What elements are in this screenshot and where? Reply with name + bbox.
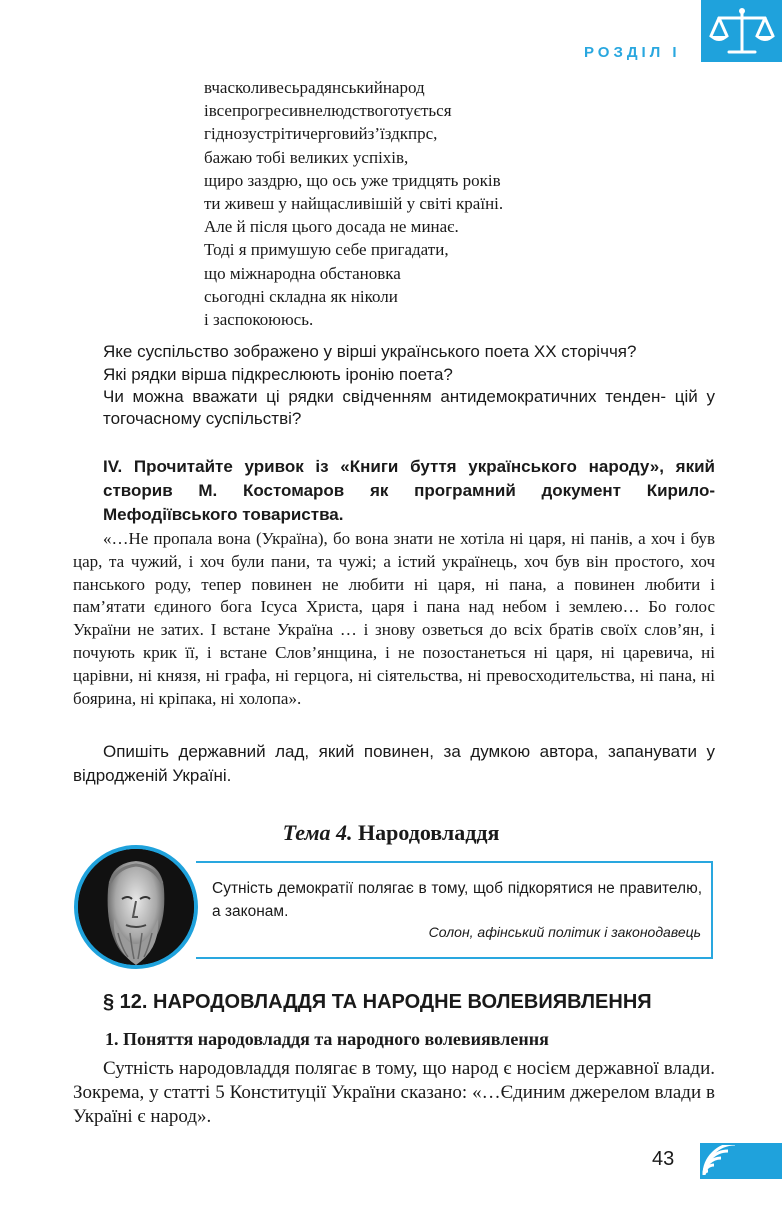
poem-line: івсепрогресивнелюдствоготується	[204, 101, 452, 121]
section-heading: § 12. НАРОДОВЛАДДЯ ТА НАРОДНЕ ВОЛЕВИЯВЛЕННЯ	[103, 991, 652, 1013]
subsection-heading: 1. Поняття народовладдя та народного волевиявлення	[105, 1029, 549, 1049]
poem-line: що міжнародна обстановка	[204, 263, 401, 283]
epigraph-author: Солон, афінський політик і законодавець	[428, 924, 701, 940]
poem-line: ти живеш у найщасливішій у світі країні.	[204, 194, 504, 214]
section-body: Сутність народовладдя полягає в тому, що народ є носієм державної влади. Зокрема, у статті 5 Конституції України сказано: «…Єдиним джерелом влади в Україні є народ».	[73, 1058, 715, 1127]
signal-waves-icon	[702, 1145, 742, 1177]
bust-image	[78, 849, 194, 965]
poem-line: бажаю тобі великих успіхів,	[204, 147, 409, 167]
poem-line: вчасколивесьрадянськийнарод	[204, 78, 425, 97]
poem-line: Але й після цього досада не минає.	[204, 217, 459, 237]
header-tab	[701, 0, 782, 62]
epigraph-box	[196, 861, 713, 959]
epigraph-text: Сутність демократії полягає в тому, щоб підкорятися не правителю, а законам.	[212, 880, 702, 920]
theme-title	[0, 820, 782, 846]
theme-name: Народовладдя	[358, 820, 500, 845]
page-number: 43	[652, 1148, 675, 1170]
task-question: Опишіть державний лад, який повинен, за думкою автора, запанувати у відродженій Україні.	[73, 742, 715, 785]
question-3: Чи можна вважати ці рядки свідченням антидемократичних тенден- цій у тогочасному суспільстві?	[103, 387, 715, 428]
poem-line: гіднозустрітичерговийз’їздкпрс,	[204, 124, 438, 144]
question-2: Які рядки вірша підкреслюють іронію поета?	[103, 365, 453, 384]
poem-line: і заспокоююсь.	[204, 310, 314, 330]
footer-tab	[700, 1143, 782, 1179]
task-heading: IV. Прочитайте уривок із «Книги буття українського народу», який створив М. Костомаров як програмний документ Кирило-Мефодіївського товариства.	[103, 457, 715, 524]
poem-line: щиро заздрю, що ось уже тридцять років	[204, 170, 501, 190]
question-1: Яке суспільство зображено у вірші українського поета XX сторіччя?	[103, 342, 637, 361]
poem	[204, 76, 503, 331]
theme-prefix: Тема 4.	[282, 820, 353, 845]
solon-portrait	[74, 845, 198, 969]
scales-icon	[707, 6, 777, 58]
kostomarov-quote: «…Не пропала вона (Україна), бо вона знати не хотіла ні царя, ні панів, а хоч і був цар, та чужий, і хоч були пани, та чужі; а істий українець, хоч був він простого, хоч панського роду, тепер повинен не любити ні царя, ні пана, а повинен любити і пам’ятати єдиного бога Ісуса Христа, царя і пана над небом і землею… Бо голос України не затих. І встане Україна … і знову озветься до всіх братів своїх слов’ян, і почують крик її, і встане Слов’янщина, і не позостанеться ні царя, ні царевича, ні царівни, ні князя, ні графа, ні герцога, ні сіятельства, ні превосходительства, ні пана, ні боярина, ні кріпака, ні холопа».	[73, 529, 715, 708]
poem-line: Тоді я примушую себе пригадати,	[204, 240, 449, 260]
poem-line: сьогодні складна як ніколи	[204, 286, 398, 306]
section-label: РОЗДІЛ І	[584, 44, 681, 61]
